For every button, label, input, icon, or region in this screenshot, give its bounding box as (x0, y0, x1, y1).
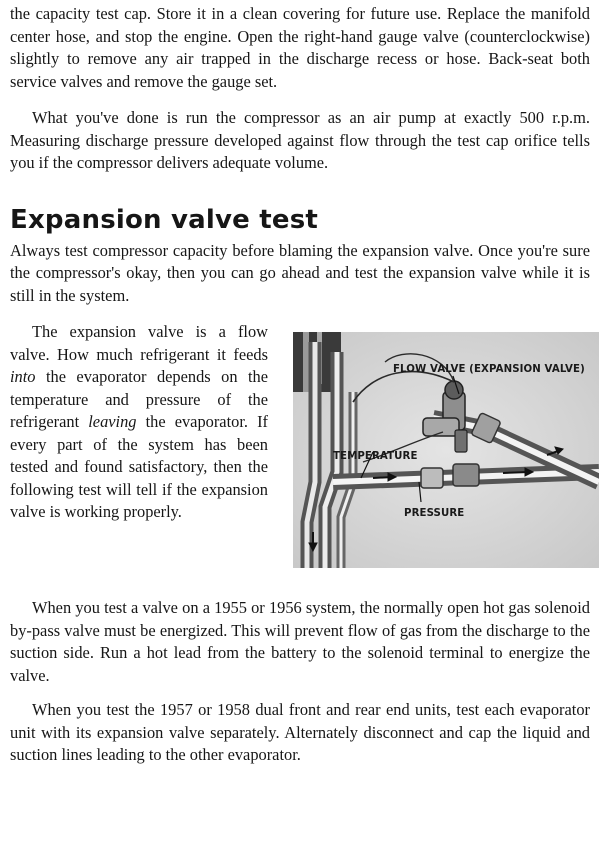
text-with-figure (10, 321, 590, 583)
text-run: The expansion valve is a flow valve. How much refrigerant it feeds (10, 322, 268, 364)
expansion-valve-explanation (10, 321, 268, 524)
paragraph-expansion-valve (10, 321, 268, 524)
emphasis-leaving: leaving (88, 412, 137, 431)
label-flow-valve: FLOW VALVE (EXPANSION VALVE) (393, 364, 585, 375)
text-run: the evaporator. If every part of the system has been tested and found satisfactory, then the following test will tell if the expansion valve is working properly. (10, 412, 268, 521)
fitting (453, 464, 479, 486)
section-heading: Expansion valve test (10, 204, 319, 235)
valve-diagram (293, 332, 599, 568)
emphasis-into: into (10, 367, 36, 386)
paragraph-1957-1958-units: When you test the 1957 or 1958 dual front and rear end units, test each evaporator unit with its expansion valve separately. Alternately disconnect and cap the liquid and suction lines leading to the other evaporator. (10, 700, 590, 764)
paragraph-intro: Always test compressor capacity before blaming the expansion valve. Once you're sure the compressor's okay, then you can go ahead and test the expansion valve while it is still in the system. (10, 240, 590, 305)
bracket (303, 332, 309, 392)
fitting (421, 468, 443, 488)
paragraph-compressor-summary: What you've done is run the compressor as an air pump at exactly 500 r.p.m. Measuring discharge pressure developed against flow through the test cap orifice tells you if the compressor delivers adequate volume. (10, 108, 590, 172)
paragraph-1955-1956-systems: When you test a valve on a 1955 or 1956 system, the normally open hot gas solenoid by-pass valve must be energized. This will prevent flow of gas from the discharge to the suction side. Run a hot lead from the battery to the solenoid terminal to energize the valve. (10, 598, 590, 685)
expansion-valve-photo (293, 332, 599, 568)
paragraph-capacity-test-end: the capacity test cap. Store it in a clean covering for future use. Replace the manifold center hose, and stop the engine. Open the right-hand gauge valve (counterclockwise) slightly to remove any air trapped in the discharge recess or hose. Back-seat both service valves and remove the gauge set. (10, 4, 590, 91)
text-run: the evaporator depends on the temperature and pressure of the refrigerant (10, 367, 268, 431)
label-temperature: TEMPERATURE (333, 451, 418, 462)
label-pressure: PRESSURE (404, 508, 465, 519)
